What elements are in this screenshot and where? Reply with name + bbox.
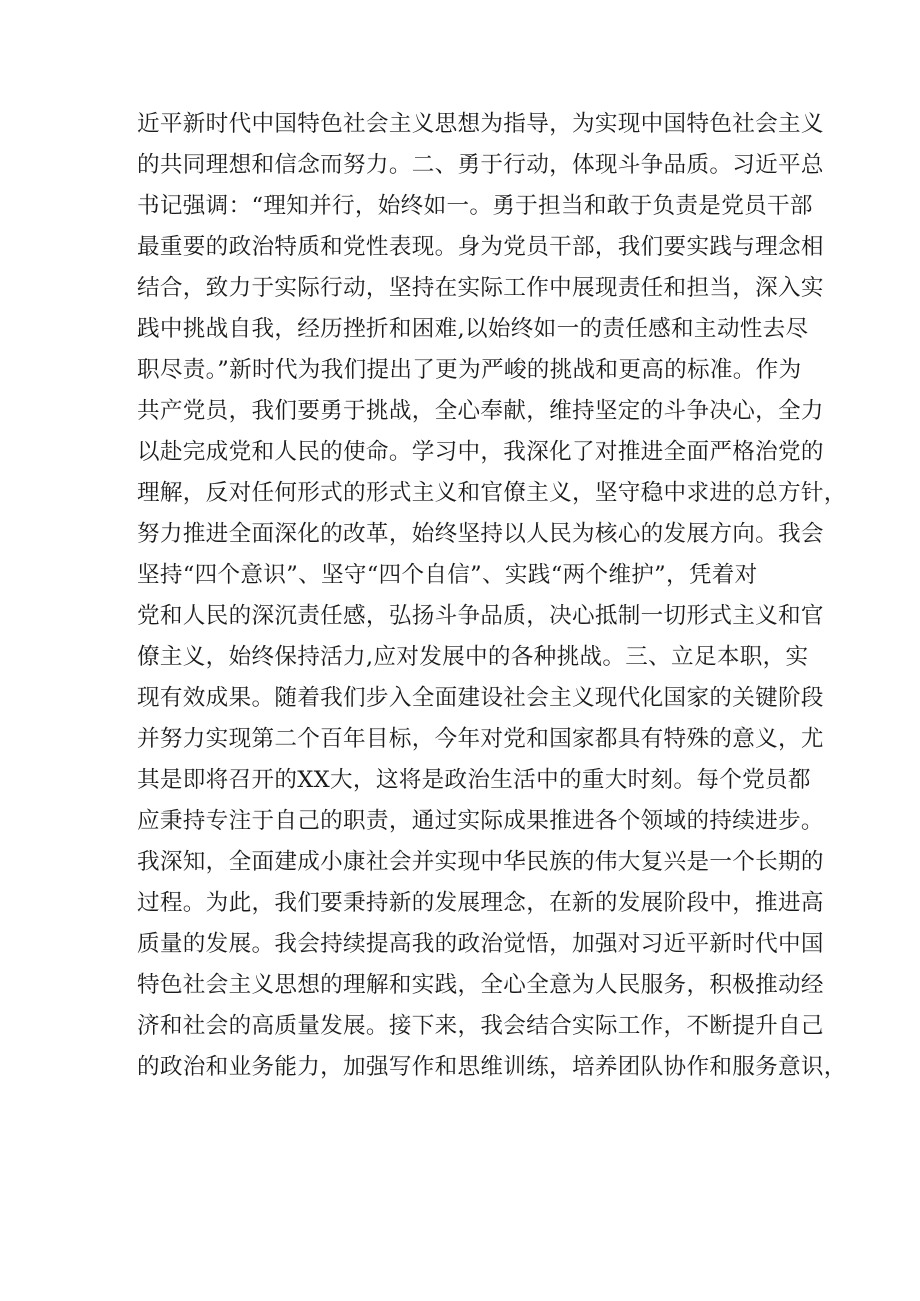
- text-line: 理解，反对任何形式的形式主义和官僚主义，坚守稳中求进的总方针，: [137, 480, 847, 506]
- text-line: 共产党员，我们要勇于挑战，全心奉献，维持坚定的斗争决心，全力: [137, 398, 824, 424]
- text-line: 近平新时代中国特色社会主义思想为指导，为实现中国特色社会主义: [137, 111, 824, 137]
- text-line: 的共同理想和信念而努力。二、勇于行动，体现斗争品质。习近平总: [137, 152, 824, 178]
- text-line: 的政治和业务能力，加强写作和思维训练，培养团队协作和服务意识，: [137, 1054, 847, 1080]
- text-line: 书记强调：“理知并行，始终如一。勇于担当和敢于负责是党员干部: [137, 193, 813, 219]
- text-line: 现有效成果。随着我们步入全面建设社会主义现代化国家的关键阶段: [137, 685, 824, 711]
- text-line: 过程。为此，我们要秉持新的发展理念，在新的发展阶段中，推进高: [137, 890, 824, 916]
- text-line: 党和人民的深沉责任感，弘扬斗争品质，决心抵制一切形式主义和官: [137, 603, 824, 629]
- body-text: [137, 104, 847, 1088]
- text-line: 济和社会的高质量发展。接下来，我会结合实际工作，不断提升自己: [137, 1013, 824, 1039]
- text-line: 特色社会主义思想的理解和实践，全心全意为人民服务，积极推动经: [137, 972, 824, 998]
- text-line: 践中挑战自我，经历挫折和困难,以始终如一的责任感和主动性去尽: [137, 316, 809, 342]
- text-line: 职尽责。”新时代为我们提出了更为严峻的挑战和更高的标准。作为: [137, 357, 802, 383]
- text-line: 应秉持专注于自己的职责，通过实际成果推进各个领域的持续进步。: [137, 808, 824, 834]
- text-line: 并努力实现第二个百年目标，今年对党和国家都具有特殊的意义，尤: [137, 726, 824, 752]
- text-line: 努力推进全面深化的改革，始终坚持以人民为核心的发展方向。我会: [137, 521, 824, 547]
- text-line: 僚主义，始终保持活力,应对发展中的各种挑战。三、立足本职，实: [137, 644, 809, 670]
- text-line: 以赴完成党和人民的使命。学习中，我深化了对推进全面严格治党的: [137, 439, 824, 465]
- text-line: 最重要的政治特质和党性表现。身为党员干部，我们要实践与理念相: [137, 234, 824, 260]
- text-line: 坚持“四个意识”、坚守“四个自信”、实践“两个维护”，凭着对: [137, 562, 758, 588]
- text-line: 结合，致力于实际行动，坚持在实际工作中展现责任和担当，深入实: [137, 275, 824, 301]
- text-line: 质量的发展。我会持续提高我的政治觉悟，加强对习近平新时代中国: [137, 931, 824, 957]
- text-line: 我深知，全面建成小康社会并实现中华民族的伟大复兴是一个长期的: [137, 849, 824, 875]
- text-line: 其是即将召开的XX大，这将是政治生活中的重大时刻。每个党员都: [137, 767, 811, 793]
